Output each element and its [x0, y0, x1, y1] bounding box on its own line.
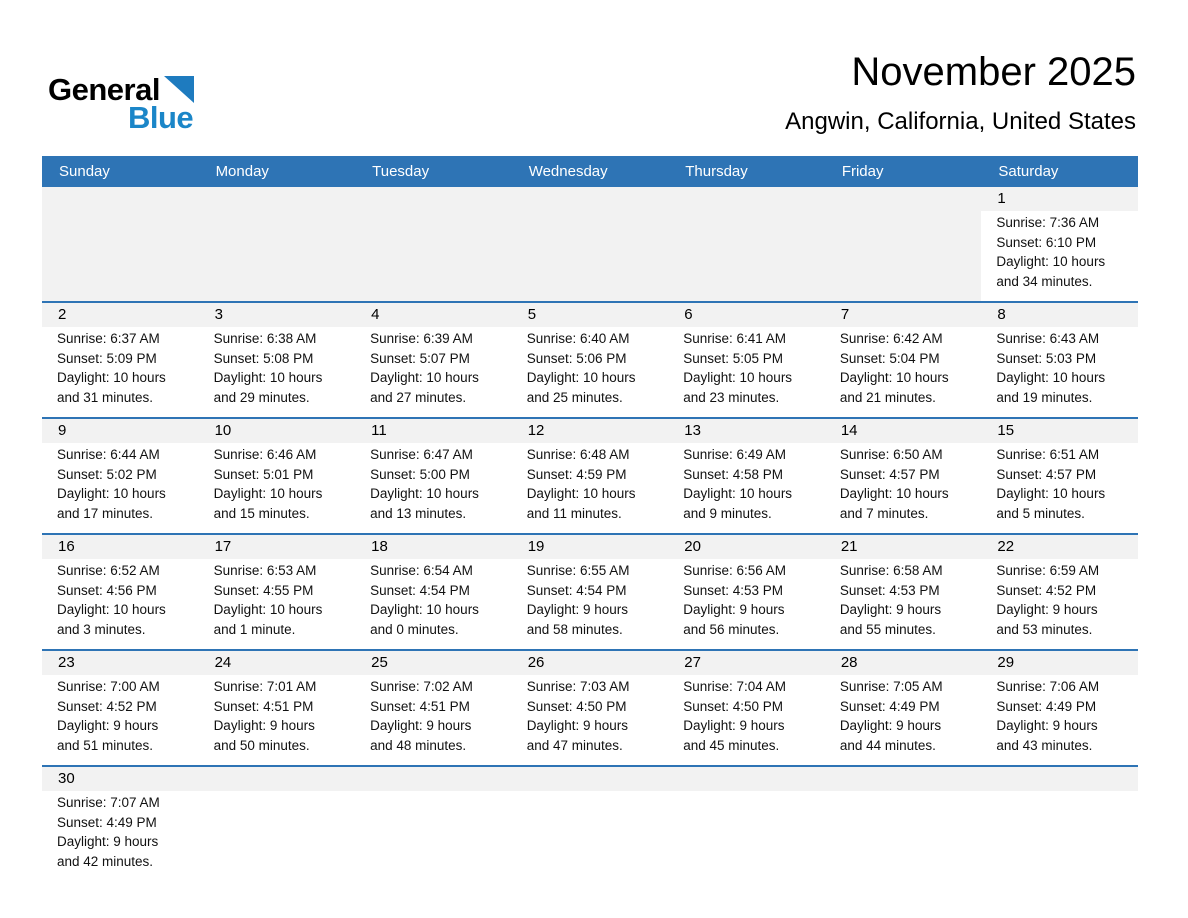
cell-text-line: Sunset: 4:52 PM	[57, 698, 157, 714]
day-number-band	[512, 651, 669, 675]
day-number-band	[42, 651, 199, 675]
day-number: 24	[214, 654, 232, 671]
day-number-band	[199, 651, 356, 675]
cell-text-line: Sunrise: 6:39 AM	[370, 331, 473, 346]
day-number: 13	[684, 422, 701, 439]
day-details	[512, 675, 669, 765]
cell-text-line: Sunset: 5:07 PM	[370, 350, 470, 366]
day-number-band	[42, 535, 199, 559]
cell-text-line: Sunset: 5:01 PM	[213, 466, 314, 482]
cell-text-line: Sunrise: 6:51 AM	[996, 447, 1100, 462]
page-header	[0, 0, 1188, 150]
cell-text-line: and 25 minutes.	[526, 389, 623, 405]
cell-text-line: Sunrise: 7:07 AM	[57, 795, 160, 810]
cell-text-line: and 1 minute.	[213, 621, 296, 637]
cell-text-line: Sunset: 5:06 PM	[526, 350, 627, 366]
cell-text-line: and 43 minutes.	[996, 737, 1093, 753]
day-details	[981, 211, 1138, 301]
weekday-header-wednesday: Wednesday	[512, 156, 669, 187]
day-number: 1	[997, 190, 1006, 207]
day-number-band	[199, 535, 356, 559]
day-details	[668, 559, 825, 649]
cell-text-line: Sunset: 4:50 PM	[683, 698, 784, 714]
day-cell	[42, 302, 199, 418]
cell-text-line: Daylight: 10 hours	[526, 486, 636, 501]
day-cell	[355, 650, 512, 766]
day-number-band	[981, 651, 1138, 675]
blue-triangle-icon	[164, 76, 194, 103]
cell-text-line: Sunrise: 7:01 AM	[213, 679, 317, 694]
cell-text-line: Sunrise: 7:00 AM	[57, 679, 160, 694]
day-cell	[825, 534, 982, 650]
cell-text-line: Daylight: 9 hours	[526, 602, 628, 617]
cell-text-line: Daylight: 10 hours	[57, 486, 166, 501]
empty-cell	[512, 187, 669, 302]
cell-text-line: Sunrise: 6:47 AM	[370, 447, 473, 462]
cell-text-line: Sunrise: 7:05 AM	[839, 679, 943, 694]
day-number: 5	[527, 306, 537, 323]
cell-text-line: Sunset: 4:54 PM	[370, 582, 470, 598]
empty-cell	[668, 187, 825, 302]
day-number: 11	[371, 422, 387, 439]
cell-text-line: Sunrise: 6:46 AM	[213, 447, 317, 462]
cell-text-line: Sunset: 5:00 PM	[370, 466, 470, 482]
day-number-band	[668, 303, 825, 327]
calendar-week-row	[42, 534, 1138, 650]
day-number-band	[825, 419, 982, 443]
cell-text-line: Daylight: 9 hours	[839, 602, 942, 617]
title-block	[785, 50, 1136, 137]
weekday-header-saturday: Saturday	[981, 156, 1138, 187]
cell-text-line: Sunrise: 6:48 AM	[526, 447, 630, 462]
cell-text-line: Daylight: 9 hours	[996, 718, 1098, 733]
cell-text-line: Sunset: 5:03 PM	[996, 350, 1097, 366]
empty-cell	[355, 187, 512, 302]
cell-text-line: and 17 minutes.	[57, 505, 154, 521]
empty-cell	[512, 766, 669, 881]
cell-text-line: and 45 minutes.	[683, 737, 780, 753]
day-number-band	[512, 535, 669, 559]
cell-text-line: Daylight: 10 hours	[370, 486, 479, 501]
cell-text-line: and 51 minutes.	[57, 737, 154, 753]
day-number-band	[42, 303, 199, 327]
day-number-band	[981, 535, 1138, 559]
cell-text-line: and 23 minutes.	[683, 389, 780, 405]
empty-cell	[981, 766, 1138, 881]
day-cell	[981, 302, 1138, 418]
day-details	[42, 443, 199, 533]
cell-text-line: and 27 minutes.	[370, 389, 467, 405]
day-number-band	[199, 419, 356, 443]
logo-text-general: General	[48, 72, 160, 107]
day-number: 22	[997, 538, 1015, 555]
day-cell	[981, 650, 1138, 766]
cell-text-line: Sunset: 5:02 PM	[57, 466, 157, 482]
cell-text-line: and 42 minutes.	[57, 853, 154, 869]
day-details	[42, 559, 199, 649]
cell-text-line: Daylight: 10 hours	[57, 602, 166, 617]
empty-cell	[668, 766, 825, 881]
weekday-header-tuesday: Tuesday	[355, 156, 512, 187]
cell-text-line: Sunrise: 6:49 AM	[683, 447, 787, 462]
cell-text-line: Daylight: 10 hours	[213, 370, 323, 385]
cell-text-line: Sunset: 5:04 PM	[839, 350, 940, 366]
cell-text-line: Sunrise: 7:04 AM	[683, 679, 787, 694]
day-number: 20	[684, 538, 701, 555]
cell-text-line: Daylight: 10 hours	[526, 370, 636, 385]
cell-text-line: and 44 minutes.	[839, 737, 936, 753]
cell-text-line: Sunset: 4:51 PM	[213, 698, 314, 714]
day-number: 17	[214, 538, 232, 555]
day-number: 29	[997, 654, 1015, 671]
day-details	[668, 443, 825, 533]
calendar-week-row	[42, 302, 1138, 418]
cell-text-line: Daylight: 9 hours	[683, 718, 785, 733]
calendar-table	[42, 156, 1138, 881]
day-details	[199, 327, 356, 417]
weekday-header-monday: Monday	[199, 156, 356, 187]
cell-text-line: Daylight: 10 hours	[370, 370, 479, 385]
day-number-band	[668, 651, 825, 675]
cell-text-line: Sunrise: 6:52 AM	[57, 563, 160, 578]
day-number-band	[199, 767, 356, 791]
day-number: 3	[214, 306, 223, 323]
day-details	[42, 675, 199, 765]
day-number-band	[42, 767, 199, 791]
day-number: 14	[840, 422, 858, 439]
cell-text-line: Daylight: 10 hours	[57, 370, 166, 385]
weekday-header-friday: Friday	[825, 156, 982, 187]
day-cell	[355, 534, 512, 650]
calendar-body	[42, 187, 1138, 881]
cell-text-line: Sunrise: 6:55 AM	[526, 563, 630, 578]
cell-text-line: Sunset: 6:10 PM	[996, 234, 1097, 250]
cell-text-line: Sunrise: 6:53 AM	[213, 563, 317, 578]
day-details	[825, 443, 982, 533]
day-number-band	[825, 767, 982, 791]
logo-text-blue: Blue	[128, 100, 194, 135]
cell-text-line: Sunset: 4:49 PM	[57, 814, 157, 830]
cell-text-line: Sunrise: 7:03 AM	[526, 679, 630, 694]
cell-text-line: Daylight: 10 hours	[213, 486, 323, 501]
day-number-band	[42, 419, 199, 443]
cell-text-line: and 48 minutes.	[370, 737, 467, 753]
cell-text-line: Sunset: 5:09 PM	[57, 350, 157, 366]
cell-text-line: and 13 minutes.	[370, 505, 467, 521]
cell-text-line: Sunset: 4:57 PM	[996, 466, 1097, 482]
empty-cell	[199, 766, 356, 881]
general-blue-logo	[48, 74, 278, 138]
day-cell	[42, 650, 199, 766]
cell-text-line: Sunset: 4:49 PM	[996, 698, 1097, 714]
month-title: November 2025	[851, 50, 1136, 94]
cell-text-line: Daylight: 10 hours	[839, 370, 949, 385]
day-number-band	[355, 419, 512, 443]
day-cell	[512, 534, 669, 650]
cell-text-line: and 53 minutes.	[996, 621, 1093, 637]
cell-text-line: and 5 minutes.	[996, 505, 1085, 521]
empty-cell	[42, 187, 199, 302]
cell-text-line: Sunrise: 6:42 AM	[839, 331, 943, 346]
day-cell	[981, 418, 1138, 534]
day-cell	[199, 302, 356, 418]
cell-text-line: and 7 minutes.	[839, 505, 929, 521]
day-details	[825, 675, 982, 765]
day-cell	[199, 650, 356, 766]
day-number-band	[512, 419, 669, 443]
cell-text-line: Daylight: 9 hours	[57, 834, 159, 849]
day-number: 18	[371, 538, 388, 555]
day-number-band	[825, 651, 982, 675]
day-number: 28	[840, 654, 858, 671]
calendar-week-row	[42, 418, 1138, 534]
day-number-band	[981, 303, 1138, 327]
day-number-band	[355, 303, 512, 327]
day-number-band	[668, 419, 825, 443]
cell-text-line: and 9 minutes.	[683, 505, 772, 521]
day-cell	[668, 650, 825, 766]
cell-text-line: Sunrise: 6:40 AM	[526, 331, 630, 346]
day-number: 16	[58, 538, 75, 555]
day-details	[512, 327, 669, 417]
day-number: 2	[58, 306, 67, 323]
cell-text-line: and 31 minutes.	[57, 389, 154, 405]
empty-cell	[825, 187, 982, 302]
cell-text-line: Sunset: 4:53 PM	[839, 582, 940, 598]
day-cell	[199, 534, 356, 650]
day-number-band	[668, 535, 825, 559]
cell-text-line: Sunrise: 7:36 AM	[996, 215, 1100, 230]
cell-text-line: Sunrise: 6:37 AM	[57, 331, 160, 346]
cell-text-line: Daylight: 9 hours	[213, 718, 315, 733]
day-number-band	[981, 187, 1138, 211]
day-number: 21	[840, 538, 858, 555]
cell-text-line: Sunset: 4:51 PM	[370, 698, 470, 714]
cell-text-line: Daylight: 10 hours	[996, 254, 1106, 269]
cell-text-line: and 29 minutes.	[213, 389, 310, 405]
day-number-band	[825, 535, 982, 559]
day-number: 9	[58, 422, 67, 439]
day-cell	[42, 418, 199, 534]
cell-text-line: Sunrise: 6:38 AM	[213, 331, 317, 346]
cell-text-line: Daylight: 9 hours	[996, 602, 1098, 617]
day-cell	[199, 418, 356, 534]
cell-text-line: Sunrise: 6:56 AM	[683, 563, 787, 578]
day-details	[825, 327, 982, 417]
day-details	[981, 327, 1138, 417]
day-number: 4	[371, 306, 380, 323]
cell-text-line: Sunset: 4:50 PM	[526, 698, 627, 714]
day-cell	[512, 650, 669, 766]
day-details	[42, 327, 199, 417]
day-details	[825, 559, 982, 649]
empty-cell	[825, 766, 982, 881]
day-number-band	[355, 767, 512, 791]
day-number: 27	[684, 654, 701, 671]
weekday-header-sunday: Sunday	[42, 156, 199, 187]
cell-text-line: Sunset: 4:58 PM	[683, 466, 784, 482]
cell-text-line: Daylight: 10 hours	[996, 486, 1106, 501]
cell-text-line: Sunrise: 6:58 AM	[839, 563, 943, 578]
day-number-band	[512, 303, 669, 327]
cell-text-line: Daylight: 10 hours	[839, 486, 949, 501]
cell-text-line: Sunrise: 6:43 AM	[996, 331, 1100, 346]
empty-cell	[355, 766, 512, 881]
day-number: 8	[997, 306, 1006, 323]
weekday-header-row	[42, 156, 1138, 187]
day-number: 23	[58, 654, 75, 671]
day-number: 12	[527, 422, 545, 439]
cell-text-line: and 56 minutes.	[683, 621, 780, 637]
cell-text-line: and 55 minutes.	[839, 621, 936, 637]
day-details	[668, 327, 825, 417]
cell-text-line: and 15 minutes.	[213, 505, 310, 521]
cell-text-line: Sunrise: 6:44 AM	[57, 447, 160, 462]
cell-text-line: Daylight: 9 hours	[839, 718, 942, 733]
day-cell	[825, 650, 982, 766]
cell-text-line: Sunrise: 6:50 AM	[839, 447, 943, 462]
day-number: 6	[684, 306, 693, 323]
day-number-band	[825, 303, 982, 327]
cell-text-line: and 58 minutes.	[526, 621, 623, 637]
day-cell	[825, 302, 982, 418]
cell-text-line: Daylight: 9 hours	[370, 718, 472, 733]
cell-text-line: and 19 minutes.	[996, 389, 1093, 405]
day-cell	[981, 187, 1138, 302]
day-cell	[355, 418, 512, 534]
day-cell	[512, 418, 669, 534]
cell-text-line: Daylight: 9 hours	[683, 602, 785, 617]
day-cell	[355, 302, 512, 418]
day-number: 19	[527, 538, 545, 555]
cell-text-line: and 11 minutes.	[526, 505, 622, 521]
calendar-week-row	[42, 766, 1138, 881]
day-number: 26	[527, 654, 545, 671]
day-number-band	[355, 651, 512, 675]
location-subtitle: Angwin, California, United States	[785, 108, 1136, 135]
cell-text-line: Sunset: 4:57 PM	[839, 466, 940, 482]
cell-text-line: Daylight: 10 hours	[683, 486, 793, 501]
cell-text-line: and 34 minutes.	[996, 273, 1093, 289]
day-number-band	[199, 303, 356, 327]
day-details	[981, 443, 1138, 533]
cell-text-line: Sunset: 5:05 PM	[683, 350, 784, 366]
cell-text-line: Sunset: 4:56 PM	[57, 582, 157, 598]
day-number: 15	[997, 422, 1015, 439]
calendar-week-row	[42, 650, 1138, 766]
day-number-band	[355, 535, 512, 559]
day-details	[199, 443, 356, 533]
day-number-band	[512, 767, 669, 791]
day-number-band	[981, 767, 1138, 791]
cell-text-line: Daylight: 10 hours	[370, 602, 479, 617]
cell-text-line: and 0 minutes.	[370, 621, 459, 637]
cell-text-line: Sunset: 4:55 PM	[213, 582, 314, 598]
cell-text-line: Sunset: 4:49 PM	[839, 698, 940, 714]
cell-text-line: Sunrise: 6:54 AM	[370, 563, 473, 578]
cell-text-line: Sunrise: 6:59 AM	[996, 563, 1100, 578]
day-cell	[668, 418, 825, 534]
day-cell	[42, 534, 199, 650]
day-number: 10	[214, 422, 232, 439]
day-details	[355, 443, 512, 533]
empty-cell	[199, 187, 356, 302]
day-cell	[42, 766, 199, 881]
day-details	[355, 327, 512, 417]
day-details	[981, 675, 1138, 765]
day-cell	[981, 534, 1138, 650]
cell-text-line: Daylight: 10 hours	[213, 602, 323, 617]
cell-text-line: Sunrise: 6:41 AM	[683, 331, 787, 346]
weekday-header-thursday: Thursday	[668, 156, 825, 187]
day-details	[199, 675, 356, 765]
cell-text-line: Sunset: 4:59 PM	[526, 466, 627, 482]
day-cell	[668, 534, 825, 650]
day-number-band	[981, 419, 1138, 443]
cell-text-line: Sunrise: 7:06 AM	[996, 679, 1100, 694]
day-cell	[825, 418, 982, 534]
day-cell	[512, 302, 669, 418]
cell-text-line: and 21 minutes.	[839, 389, 936, 405]
day-number-band	[668, 767, 825, 791]
calendar-week-row	[42, 187, 1138, 302]
cell-text-line: and 3 minutes.	[57, 621, 146, 637]
day-details	[355, 559, 512, 649]
cell-text-line: Daylight: 9 hours	[57, 718, 159, 733]
cell-text-line: Sunset: 4:54 PM	[526, 582, 627, 598]
day-number: 30	[58, 770, 75, 787]
day-details	[512, 559, 669, 649]
cell-text-line: Sunset: 4:52 PM	[996, 582, 1097, 598]
cell-text-line: Sunset: 5:08 PM	[213, 350, 314, 366]
day-number: 25	[371, 654, 388, 671]
day-details	[355, 675, 512, 765]
cell-text-line: Daylight: 10 hours	[996, 370, 1106, 385]
cell-text-line: Daylight: 9 hours	[526, 718, 628, 733]
day-details	[512, 443, 669, 533]
cell-text-line: and 47 minutes.	[526, 737, 623, 753]
day-details	[199, 559, 356, 649]
day-details	[668, 675, 825, 765]
cell-text-line: and 50 minutes.	[213, 737, 310, 753]
cell-text-line: Daylight: 10 hours	[683, 370, 793, 385]
cell-text-line: Sunset: 4:53 PM	[683, 582, 784, 598]
cell-text-line: Sunrise: 7:02 AM	[370, 679, 473, 694]
day-cell	[668, 302, 825, 418]
day-details	[42, 791, 199, 881]
day-number: 7	[840, 306, 850, 323]
day-details	[981, 559, 1138, 649]
